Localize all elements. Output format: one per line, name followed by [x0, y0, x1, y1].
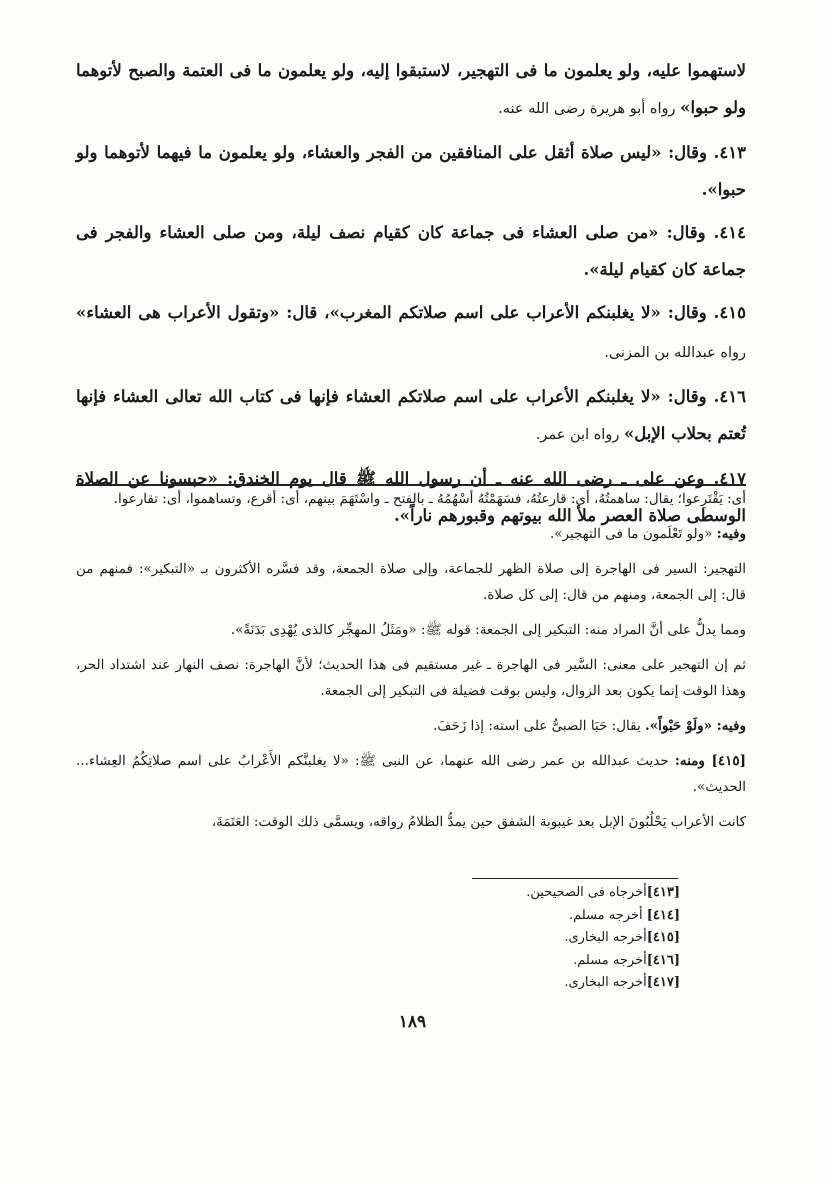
note-para: ثم إن التهجير على معنى: السَّير فى الهاجرة ـ غير مستقيم فى هذا الحديث؛ لأنَّ الهاجرة: نصف النهار عند اشتداد الحر، وهذا الوقت إنما يكون بعد الزوال، وليس بوقت فضيلة فى التبكير إلى الجمعة. [76, 657, 746, 699]
hadith-414: ٤١٤. وقال: «من صلى العشاء فى جماعة كان كقيام نصف ليلة، ومن صلى العشاء والفجر فى جماعة كان كقيام ليلة». [76, 223, 746, 279]
page-number: ١٨٩ [398, 1012, 427, 1032]
note-para: أى: يَقْتَرِعوا؛ يقال: ساهمتُهُ، أى: قارعتُهُ، فسَهَمْتُهُ أسْهُمُهُ ـ بالفتح ـ واسْتَهَمَ بينهم، أى: أقرع، وتساهموا، أى: تقارعوا. [113, 491, 746, 507]
note-para: وفيه: «ولَوْ حَبْواً». يقال: حَبَا الصبىُّ على استه: إذا زَحَفَ. [433, 718, 746, 734]
footnote-413: [٤١٣]أخرجاه فى الصحيحين. [526, 885, 680, 900]
note-para: [٤١٥] ومنه: حديث عبدالله بن عمر رضى الله عنهما، عن النبى ﷺ: «لا يغلبنَّكم الأَعْرابُ على اسم صلاتِكُمُ العِشاء... الحديث». [76, 753, 746, 795]
footnote-414: [٤١٤] أخرجه مسلم. [568, 907, 680, 923]
footnote-415: [٤١٥]أخرجه البخارى. [564, 930, 680, 945]
hadith-416: ٤١٦. وقال: «لا يغلبنكم الأعراب على اسم صلاتكم العشاء فإنها فى كتاب الله تعالى العشاء فإنها تُعتم بحلاب الإبل» رواه ابن عمر. [76, 387, 746, 443]
footnote-417: [٤١٧]أخرجه البخارى. [564, 975, 680, 990]
note-para: التهجير: السير فى الهاجرة إلى صلاة الظهر للجماعة، وإلى صلاة الجمعة، وقد فسَّره الأكثرون بـ «التبكير»: فمنهم من قال: إلى الجمعة، ومنهم من قال: إلى كل صلاة. [76, 561, 746, 603]
note-para: كانت الأعراب يَحْلُبُونَ الإبل بعد غيبوبة الشفق حين يمدُّ الظلامُ رواقه، ويسمَّى ذلك الوقت: العَتَمَةَ، [211, 814, 746, 830]
footnotes [470, 882, 680, 995]
hadith-415: ٤١٥. وقال: «لا يغلبنكم الأعراب على اسم صلاتكم المغرب»، قال: «وتقول الأعراب هى العشاء» رواه عبدالله بن المزنى. [76, 303, 746, 361]
footnote-divider [472, 878, 678, 879]
hadith-413: ٤١٣. وقال: «ليس صلاة أثقل على المنافقين من الفجر والعشاء، ولو يعلمون ما فيهما لأتوهما ولو حبوا». [76, 143, 746, 199]
hadith-417: ٤١٧. وعن على ـ رضى الله عنه ـ أن رسول الله ﷺ قال يوم الخندق: «حبسونا عن الصلاة الوسطى صلاة العصر ملأ الله بيوتهم وقبورهم ناراً». [76, 469, 746, 525]
footnote-416: [٤١٦]أخرجه مسلم. [573, 952, 680, 968]
note-para: وفيه: «ولو تَعْلَمون ما فى التهجير». [549, 526, 746, 542]
note-para: ومما يدلُّ على أنَّ المراد منه: التبكير إلى الجمعة: قوله ﷺ: «ومَثَلُ المهجِّر كالذى يُهْدِى بَدَنَةً». [230, 622, 746, 638]
commentary [76, 486, 746, 844]
main-para-0: لاستهموا عليه، ولو يعلمون ما فى التهجير، لاستبقوا إليه، ولو يعلمون ما فى العتمة والصبح لأتوهما ولو حبوا» رواه أبو هريرة رضى الله عنه. [76, 61, 746, 117]
main-text [76, 52, 746, 540]
